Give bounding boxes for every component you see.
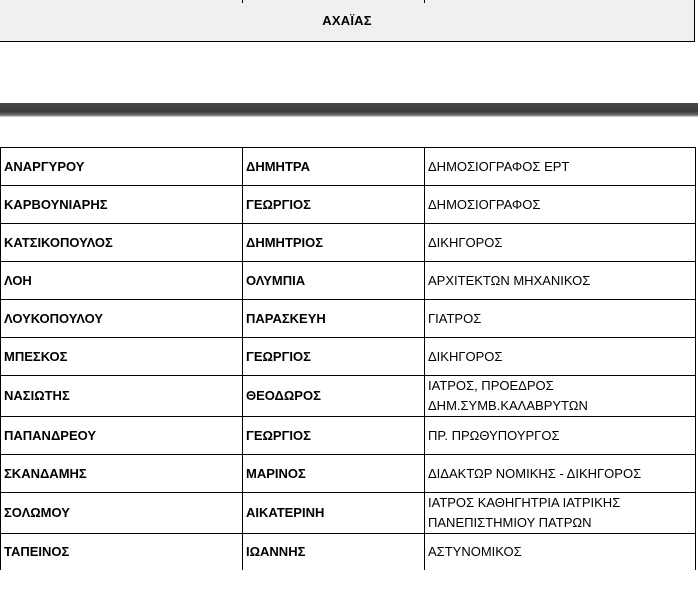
- first-name-cell: ΔΗΜΗΤΡΑ: [243, 148, 425, 186]
- profession-cell: ΓΙΑΤΡΟΣ: [425, 300, 696, 338]
- first-name-cell: ΓΕΩΡΓΙΟΣ: [243, 186, 425, 224]
- profession-cell: ΠΡ. ΠΡΩΘΥΠΟΥΡΓΟΣ: [425, 417, 696, 455]
- surname-cell: ΤΑΠΕΙΝΟΣ: [1, 534, 243, 571]
- table-row: [1, 493, 696, 534]
- column-divider-stub: [242, 0, 243, 3]
- table-row: [1, 455, 696, 493]
- first-name-cell: ΘΕΟΔΩΡΟΣ: [243, 376, 425, 417]
- region-title: ΑΧΑΪΑΣ: [322, 13, 372, 28]
- table-row: [1, 186, 696, 224]
- profession-cell: ΔΙΔΑΚΤΩΡ ΝΟΜΙΚΗΣ - ΔΙΚΗΓΟΡΟΣ: [425, 455, 696, 493]
- first-name-cell: ΓΕΩΡΓΙΟΣ: [243, 338, 425, 376]
- first-name-cell: ΜΑΡΙΝΟΣ: [243, 455, 425, 493]
- profession-cell: ΑΡΧΙΤΕΚΤΩΝ ΜΗΧΑΝΙΚΟΣ: [425, 262, 696, 300]
- table-row: [1, 224, 696, 262]
- first-name-cell: ΠΑΡΑΣΚΕΥΗ: [243, 300, 425, 338]
- surname-cell: ΚΑΡΒΟΥΝΙΑΡΗΣ: [1, 186, 243, 224]
- table-row: [1, 148, 696, 186]
- profession-cell: ΔΗΜΟΣΙΟΓΡΑΦΟΣ: [425, 186, 696, 224]
- first-name-cell: ΟΛΥΜΠΙΑ: [243, 262, 425, 300]
- surname-cell: ΣΟΛΩΜΟΥ: [1, 493, 243, 534]
- column-divider-stub: [424, 0, 425, 3]
- profession-cell: ΙΑΤΡΟΣ, ΠΡΟΕΔΡΟΣ ΔΗΜ.ΣΥΜΒ.ΚΑΛΑΒΡΥΤΩΝ: [425, 376, 696, 417]
- table-row: [1, 376, 696, 417]
- first-name-cell: ΔΗΜΗΤΡΙΟΣ: [243, 224, 425, 262]
- profession-cell: ΙΑΤΡΟΣ ΚΑΘΗΓΗΤΡΙΑ ΙΑΤΡΙΚΗΣ ΠΑΝΕΠΙΣΤΗΜΙΟΥ ΠΑΤΡΩΝ: [425, 493, 696, 534]
- profession-cell: ΔΙΚΗΓΟΡΟΣ: [425, 338, 696, 376]
- first-name-cell: ΑΙΚΑΤΕΡΙΝΗ: [243, 493, 425, 534]
- table-row: [1, 262, 696, 300]
- table-row: [1, 417, 696, 455]
- table-row: [1, 300, 696, 338]
- section-divider-bar: [0, 103, 698, 117]
- profession-cell: ΔΙΚΗΓΟΡΟΣ: [425, 224, 696, 262]
- surname-cell: ΜΠΕΣΚΟΣ: [1, 338, 243, 376]
- members-table: [0, 147, 696, 570]
- region-header-box: [0, 0, 695, 42]
- profession-cell: ΑΣΤΥΝΟΜΙΚΟΣ: [425, 534, 696, 571]
- surname-cell: ΛΟΗ: [1, 262, 243, 300]
- profession-cell: ΔΗΜΟΣΙΟΓΡΑΦΟΣ ΕΡΤ: [425, 148, 696, 186]
- surname-cell: ΝΑΣΙΩΤΗΣ: [1, 376, 243, 417]
- surname-cell: ΚΑΤΣΙΚΟΠΟΥΛΟΣ: [1, 224, 243, 262]
- first-name-cell: ΙΩΑΝΝΗΣ: [243, 534, 425, 571]
- surname-cell: ΣΚΑΝΔΑΜΗΣ: [1, 455, 243, 493]
- table-row: [1, 534, 696, 571]
- table-row: [1, 338, 696, 376]
- first-name-cell: ΓΕΩΡΓΙΟΣ: [243, 417, 425, 455]
- surname-cell: ΛΟΥΚΟΠΟΥΛΟΥ: [1, 300, 243, 338]
- surname-cell: ΠΑΠΑΝΔΡΕΟΥ: [1, 417, 243, 455]
- surname-cell: ΑΝΑΡΓΥΡΟΥ: [1, 148, 243, 186]
